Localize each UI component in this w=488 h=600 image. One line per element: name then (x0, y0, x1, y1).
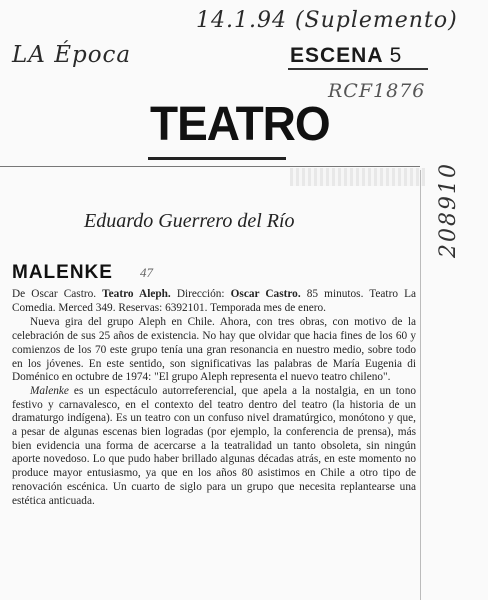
margin-mark: 47 (140, 265, 153, 280)
article-title: MALENKE (12, 262, 113, 283)
credits-director: Oscar Castro. (230, 288, 301, 300)
paragraph-2-title: Malenke (30, 384, 69, 397)
paragraph-2 (12, 385, 416, 508)
credits-playwright: Oscar Castro. (31, 288, 97, 300)
section-number: 5 (389, 44, 403, 67)
handwritten-source: LA Época (12, 42, 132, 68)
handwritten-date: 14.1.94 (Suplemento) (196, 8, 458, 33)
section-name: ESCENA (290, 44, 383, 67)
section-header (290, 44, 402, 68)
handwritten-catalog-number: 208910 (436, 162, 461, 258)
divider-rule (0, 166, 420, 167)
page-heading: TEATRO (150, 95, 330, 151)
credits-line (12, 288, 416, 315)
handwritten-reference: RCF1876 (328, 80, 426, 102)
credits-company: Teatro Aleph. (102, 288, 171, 300)
credits-details: 85 minutos. Teatro La Comedia. Merced 349. Reservas: 6392101. Temporada mes de enero. (12, 288, 416, 314)
credits-prefix: De (12, 288, 26, 300)
print-bleed (290, 168, 425, 186)
author-byline: Eduardo Guerrero del Río (84, 210, 295, 232)
heading-rule (148, 157, 286, 160)
article-body (12, 288, 416, 508)
credits-direction-label: Dirección: (176, 288, 225, 300)
paragraph-2-text: es un espectáculo autorreferencial, que apela a la nostalgia, en un tono festivo y carnavalesco, en el contexto del teatro dentro del teatro (la historia de un dramaturgo indígena). Es un teatro con un confuso nivel dramatúrgico, monótono y que, a pesar de algunas escenas bien logradas (por ejemplo, la conferencia de prensa), más bien evidencia una forma de acercarse a la teatralidad un tanto obsoleta, sin ningún aporte novedoso. Lo que pudo haber brillado algunas décadas atrás, en este momento no produce mayor entusiasmo, ya que en los años 80 asistimos en Chile a otro tipo de renovación escénica. Un cuarto de siglo para un grupo que necesita replantearse una estética anticuada. (12, 384, 416, 507)
paragraph-1: Nueva gira del grupo Aleph en Chile. Ahora, con tres obras, con motivo de la celebración de sus 25 años de existencia. No hay que olvidar que hacia fines de los 60 y comienzos de los 70 este grupo tenía una gran resonancia en nuestro medio, sobre todo en los jóvenes. En este sentido, son significativas las palabras de María Eugenia di Doménico en octubre de 1974: "El grupo Aleph representa el nuevo teatro chileno". (12, 316, 416, 384)
column-rule (420, 170, 421, 600)
section-rule (288, 68, 428, 70)
